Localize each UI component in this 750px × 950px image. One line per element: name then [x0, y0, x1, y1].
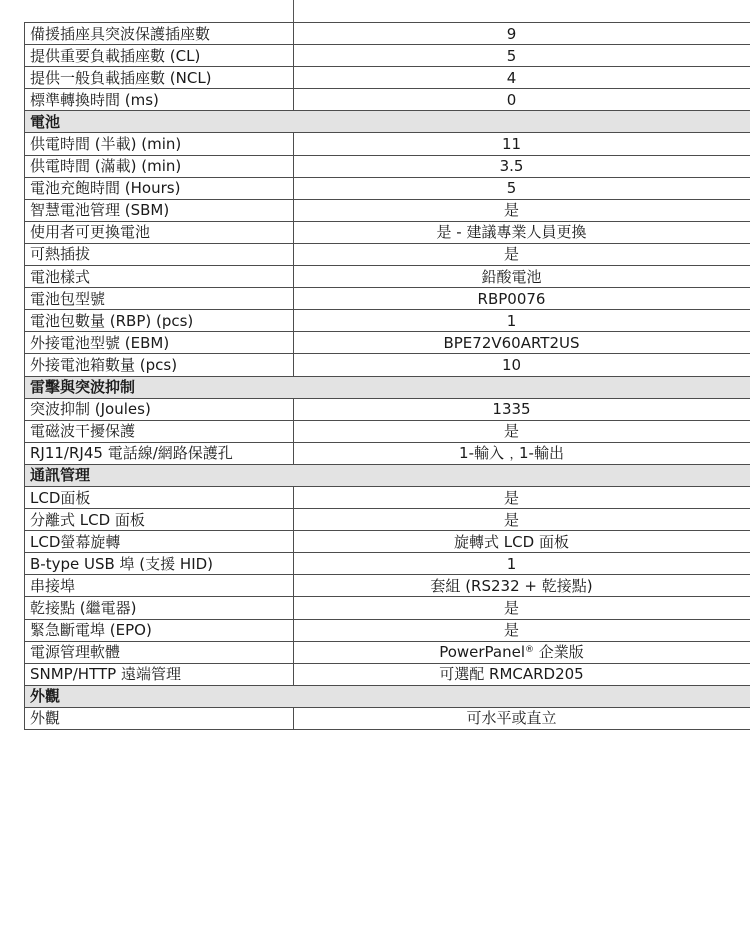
spec-label: 串接埠	[25, 575, 294, 597]
spec-row	[25, 133, 750, 155]
spec-label: LCD面板	[25, 486, 294, 508]
spec-value: 是	[294, 420, 750, 442]
spec-row	[25, 177, 750, 199]
spec-value: 11	[294, 133, 750, 155]
section-title: 外觀	[25, 685, 750, 707]
spec-value: 10	[294, 354, 750, 376]
spec-row	[25, 663, 750, 685]
spec-label: 突波抑制 (Joules)	[25, 398, 294, 420]
spec-row	[25, 332, 750, 354]
spec-value: 套組 (RS232 + 乾接點)	[294, 575, 750, 597]
spec-table-body	[25, 23, 750, 730]
section-header-row	[25, 111, 750, 133]
spec-row	[25, 420, 750, 442]
spec-row	[25, 398, 750, 420]
spec-row	[25, 509, 750, 531]
spec-value: 是	[294, 486, 750, 508]
section-header-row	[25, 464, 750, 486]
spec-label: 外觀	[25, 707, 294, 729]
spec-value: 9	[294, 23, 750, 45]
spec-value: 是	[294, 619, 750, 641]
spec-row	[25, 575, 750, 597]
column-divider-top	[293, 0, 294, 22]
spec-value: 鉛酸電池	[294, 266, 750, 288]
spec-label: 使用者可更換電池	[25, 221, 294, 243]
spec-value: RBP0076	[294, 288, 750, 310]
spec-label: 外接電池型號 (EBM)	[25, 332, 294, 354]
spec-value: 3.5	[294, 155, 750, 177]
spec-row	[25, 486, 750, 508]
spec-label: 乾接點 (繼電器)	[25, 597, 294, 619]
spec-label: 電池包數量 (RBP) (pcs)	[25, 310, 294, 332]
spec-row	[25, 266, 750, 288]
spec-value: 4	[294, 67, 750, 89]
spec-value: 是	[294, 509, 750, 531]
spec-label: 電池充飽時間 (Hours)	[25, 177, 294, 199]
section-header-row	[25, 376, 750, 398]
spec-value: 0	[294, 89, 750, 111]
spec-row	[25, 619, 750, 641]
spec-value	[294, 641, 750, 663]
spec-label: RJ11/RJ45 電話線/網路保護孔	[25, 442, 294, 464]
spec-value-text: PowerPanel	[439, 643, 526, 662]
spec-table	[24, 22, 750, 730]
spec-value: 可水平或直立	[294, 707, 750, 729]
spec-label: 緊急斷電埠 (EPO)	[25, 619, 294, 641]
spec-row	[25, 45, 750, 67]
spec-value: 旋轉式 LCD 面板	[294, 531, 750, 553]
spec-value-suffix: 企業版	[534, 643, 584, 662]
spec-row	[25, 89, 750, 111]
spec-value: 1-輸入﹐1-輸出	[294, 442, 750, 464]
spec-label: 標準轉換時間 (ms)	[25, 89, 294, 111]
spec-row	[25, 641, 750, 663]
section-header-row	[25, 685, 750, 707]
spec-value: 5	[294, 177, 750, 199]
spec-label: 外接電池箱數量 (pcs)	[25, 354, 294, 376]
spec-value: 是 - 建議專業人員更換	[294, 221, 750, 243]
spec-value: 1335	[294, 398, 750, 420]
spec-label: 備援插座具突波保護插座數	[25, 23, 294, 45]
spec-row	[25, 354, 750, 376]
spec-row	[25, 67, 750, 89]
spec-label: 電池包型號	[25, 288, 294, 310]
spec-label: 供電時間 (半載) (min)	[25, 133, 294, 155]
spec-label: 智慧電池管理 (SBM)	[25, 199, 294, 221]
spec-label: 電磁波干擾保護	[25, 420, 294, 442]
spec-row	[25, 531, 750, 553]
spec-label: 供電時間 (滿載) (min)	[25, 155, 294, 177]
spec-label: 提供重要負載插座數 (CL)	[25, 45, 294, 67]
spec-row	[25, 155, 750, 177]
section-title: 通訊管理	[25, 464, 750, 486]
spec-row	[25, 221, 750, 243]
spec-row	[25, 707, 750, 729]
spec-label: 電源管理軟體	[25, 641, 294, 663]
section-title: 電池	[25, 111, 750, 133]
spec-value: 是	[294, 597, 750, 619]
spec-label: B-type USB 埠 (支援 HID)	[25, 553, 294, 575]
spec-row	[25, 23, 750, 45]
spec-row	[25, 310, 750, 332]
spec-row	[25, 553, 750, 575]
spec-label: 電池樣式	[25, 266, 294, 288]
spec-row	[25, 243, 750, 265]
spec-value: 1	[294, 553, 750, 575]
spec-row	[25, 597, 750, 619]
spec-label: 提供一般負載插座數 (NCL)	[25, 67, 294, 89]
spec-label: 可熱插拔	[25, 243, 294, 265]
spec-row	[25, 442, 750, 464]
spec-row	[25, 199, 750, 221]
spec-value: 1	[294, 310, 750, 332]
spec-value: 是	[294, 243, 750, 265]
spec-value: 5	[294, 45, 750, 67]
spec-label: SNMP/HTTP 遠端管理	[25, 663, 294, 685]
spec-label: LCD螢幕旋轉	[25, 531, 294, 553]
spec-value: BPE72V60ART2US	[294, 332, 750, 354]
spec-value: 是	[294, 199, 750, 221]
spec-value: 可選配 RMCARD205	[294, 663, 750, 685]
registered-mark: ®	[525, 645, 535, 656]
spec-label: 分離式 LCD 面板	[25, 509, 294, 531]
section-title: 雷擊與突波抑制	[25, 376, 750, 398]
spec-row	[25, 288, 750, 310]
